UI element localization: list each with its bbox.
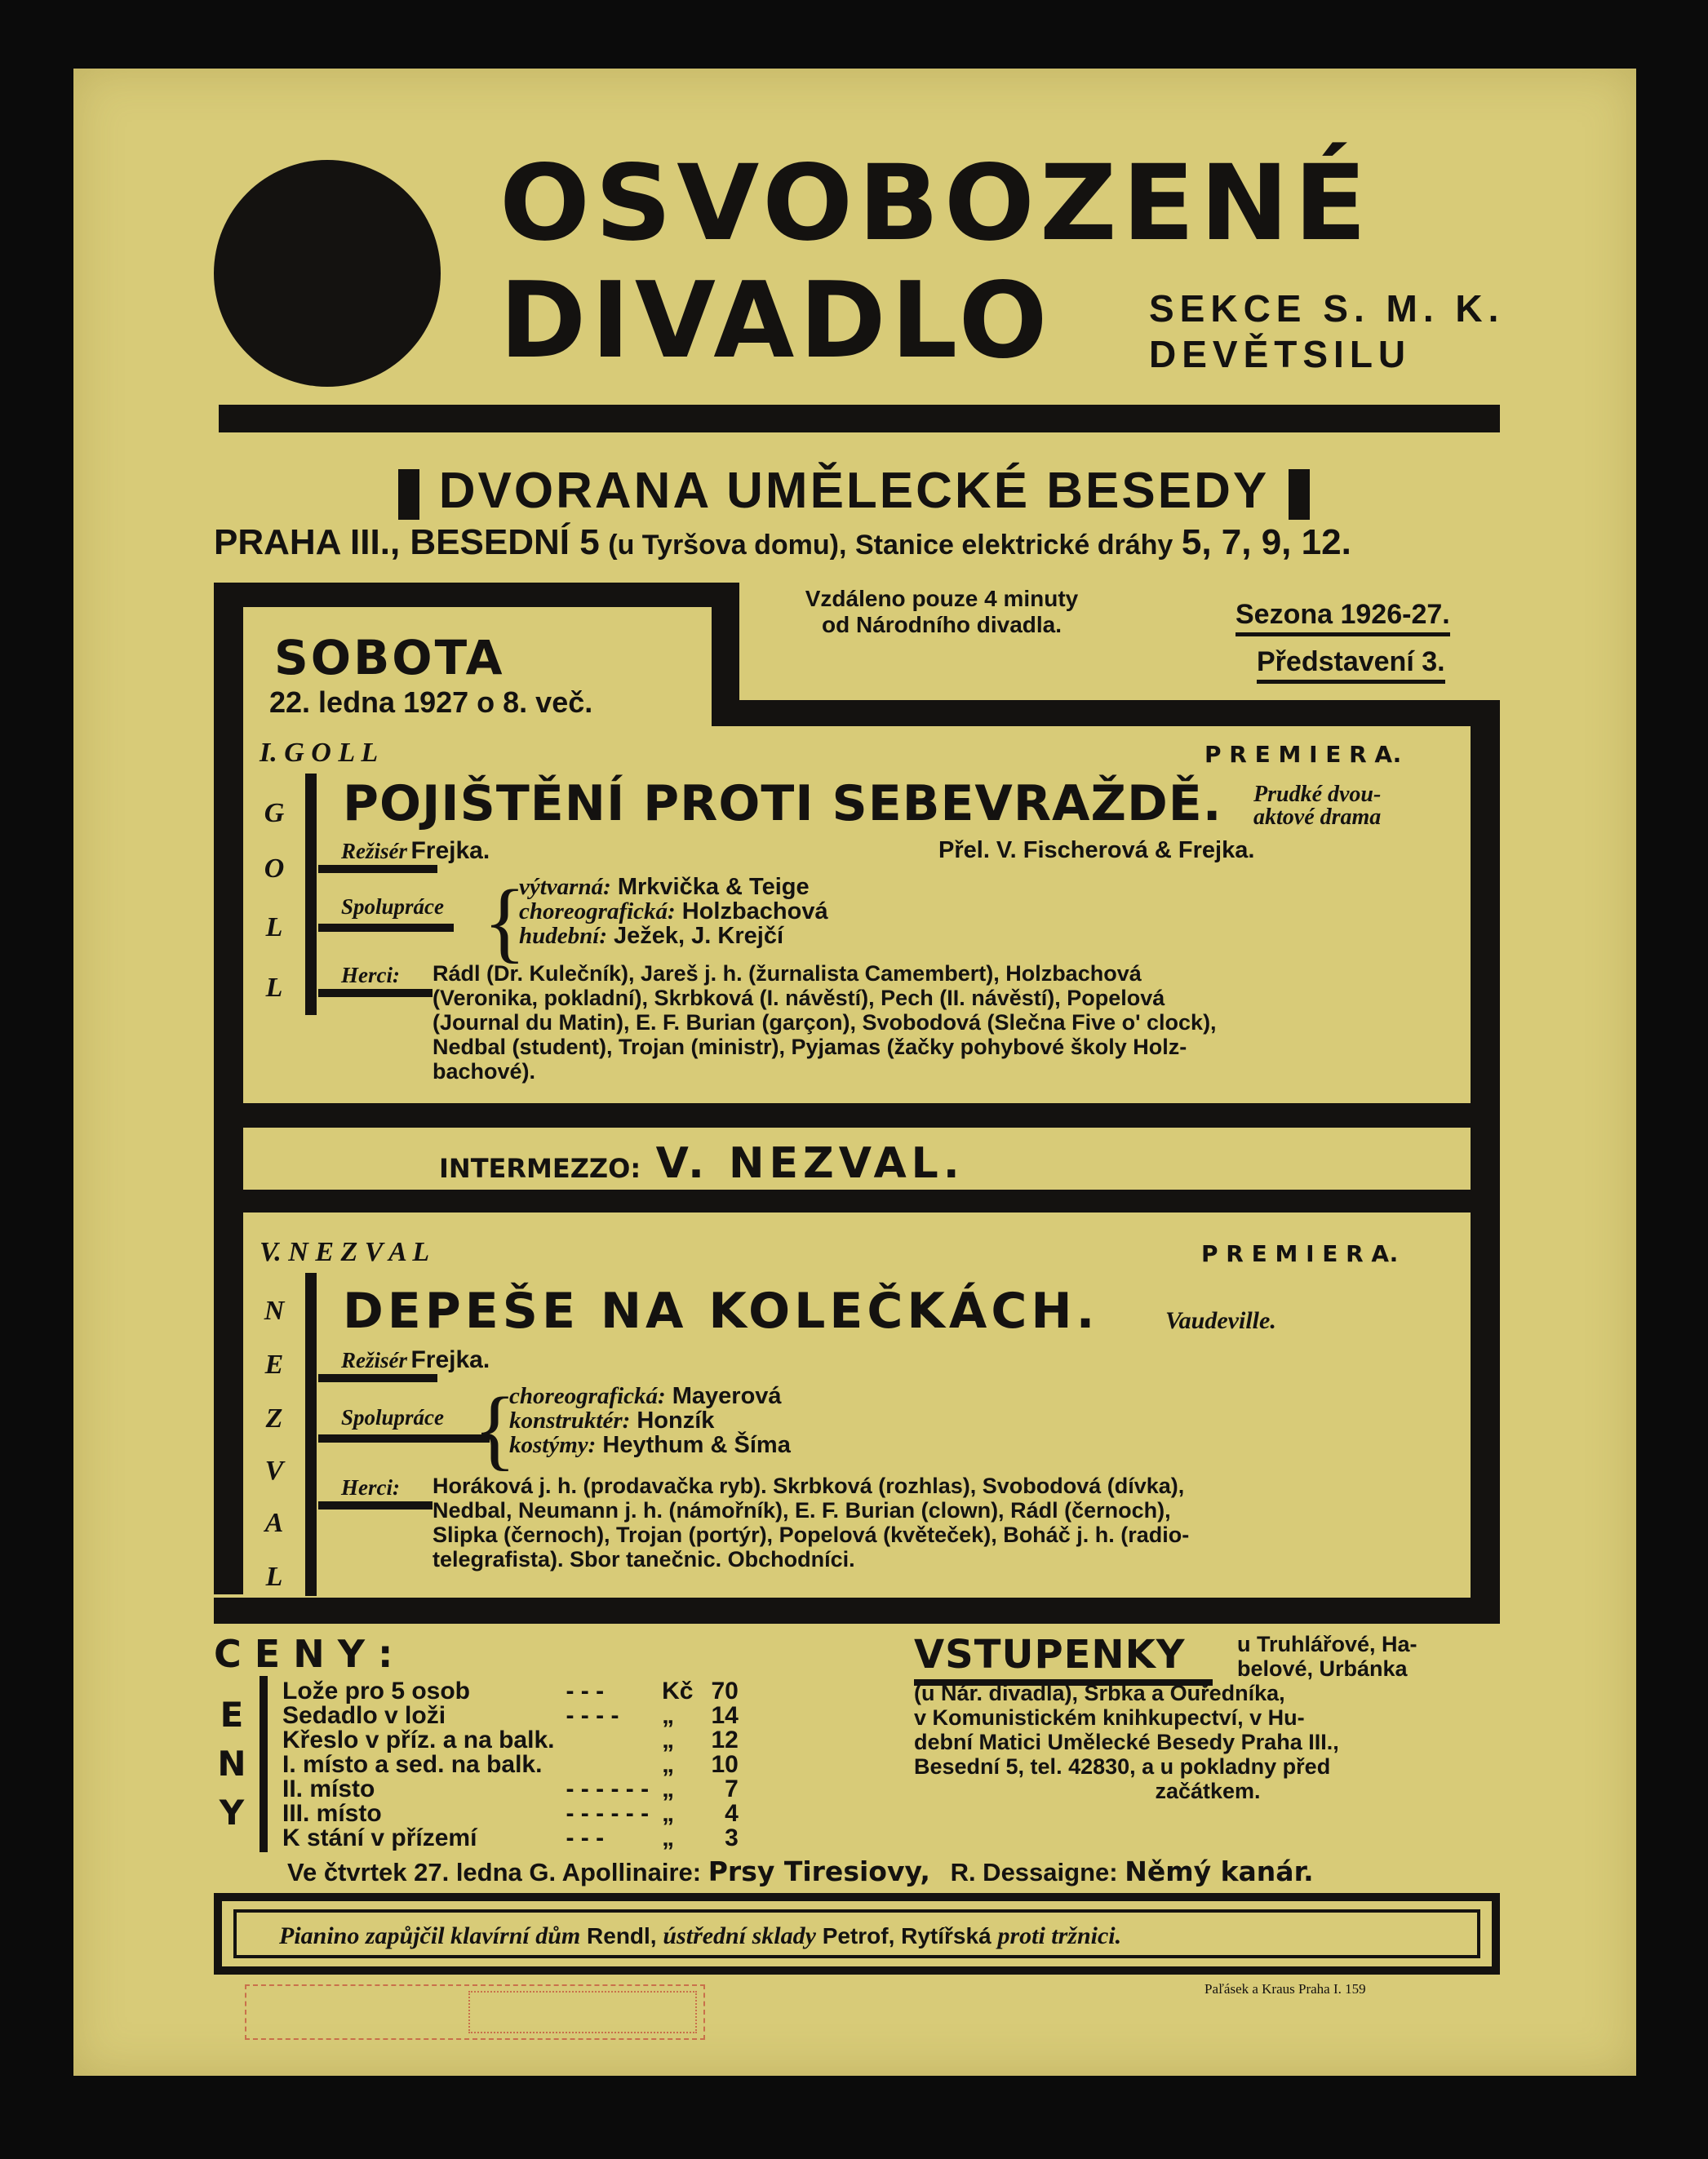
prices-letter: N	[217, 1744, 246, 1784]
price-value: 12	[711, 1727, 739, 1753]
play2-premiere: P R E M I E R A.	[1201, 1240, 1399, 1267]
intermezzo-name: V. NEZVAL.	[655, 1139, 965, 1188]
address-note: (u Tyršova domu),	[608, 530, 847, 561]
price-item: I. místo a sed. na balk.	[282, 1751, 543, 1778]
play1-bottom-rule	[243, 1103, 1471, 1128]
tickets-line: (u Nár. divadla), Šrbka a Ouředníka,	[914, 1681, 1285, 1705]
piano-text	[279, 1922, 1121, 1950]
title-line-2: DIVADLO	[499, 260, 1053, 382]
printer-imprint: Paľásek a Kraus Praha I. 159	[1204, 1981, 1366, 1997]
price-dots: - - - -	[566, 1702, 619, 1729]
tickets-line: u Truhlářové, Ha-	[1237, 1632, 1417, 1656]
prices-letter: Y	[219, 1793, 245, 1833]
tickets-line: v Komunistickém knihkupectví, v Hu-	[914, 1705, 1305, 1730]
distance-note	[762, 586, 1121, 638]
play2-collab-label: Spolupráce	[341, 1405, 445, 1430]
price-currency: „	[662, 1702, 675, 1729]
price-dots	[554, 1728, 649, 1753]
director-underline	[318, 1374, 437, 1382]
collab-row	[509, 1433, 791, 1457]
event-day: SOBOTA	[274, 630, 505, 685]
play2-author-letter: E	[264, 1350, 284, 1380]
piano-a: Pianino zapůjčil klavírní dům	[279, 1922, 581, 1949]
distance-line-2: od Národního divadla.	[821, 612, 1062, 637]
price-table	[282, 1679, 739, 1851]
venue-bar-right	[1289, 469, 1310, 520]
cast-line: Nedbal (student), Trojan (ministr), Pyjamas (žačky pohybové školy Holz-	[433, 1035, 1187, 1059]
cast-line: bachové).	[433, 1059, 536, 1084]
price-currency: Kč	[662, 1678, 694, 1705]
price-item: Křeslo v příz. a na balk.	[282, 1727, 555, 1753]
play1-author-letter: L	[265, 973, 283, 1003]
price-dots: - - - - - -	[566, 1800, 650, 1827]
collab-role: hudební:	[519, 923, 607, 949]
cast-line: telegrafista). Sbor tanečnic. Obchodníci.	[433, 1547, 855, 1572]
tickets-line: dební Matici Umělecké Besedy Praha III.,	[914, 1730, 1339, 1754]
price-row	[282, 1728, 739, 1753]
performance-number: Představení 3.	[1257, 646, 1445, 684]
play2-author: V. N E Z V A L	[260, 1237, 430, 1267]
play2-author-letter: Z	[265, 1403, 283, 1434]
play2-title: DEPEŠE NA KOLEČKÁCH.	[343, 1283, 1099, 1340]
collab-names: Mrkvička & Teige	[617, 874, 810, 900]
play2-collab-list	[509, 1384, 791, 1457]
price-value: 3	[725, 1824, 739, 1851]
cast-line: Slipka (černoch), Trojan (portýr), Popelová (květeček), Boháč j. h. (radio-	[433, 1523, 1190, 1547]
prices-vertical	[214, 1691, 250, 1838]
translation-text: Přel. V. Fischerová & Frejka.	[938, 837, 1255, 863]
collab-row	[509, 1408, 791, 1433]
cast-underline	[318, 1501, 433, 1510]
section-line-1: SEKCE S. M. K.	[1149, 287, 1505, 330]
price-dots: - - -	[566, 1678, 605, 1705]
next-show-mid: R. Dessaigne:	[950, 1858, 1118, 1886]
play1-premiere: P R E M I E R A.	[1204, 741, 1402, 768]
collab-role: výtvarná:	[519, 874, 611, 900]
play1-cast-label: Herci:	[341, 963, 400, 987]
price-item: K stání v přízemí	[282, 1824, 477, 1851]
collab-underline	[318, 1434, 490, 1443]
play2-author-letter: L	[265, 1562, 283, 1592]
play2-genre: Vaudeville.	[1165, 1307, 1276, 1334]
play1-title: POJIŠTĚNÍ PROTI SEBEVRAŽDĚ.	[343, 775, 1222, 832]
collab-role: konstruktér:	[509, 1408, 631, 1434]
season-label: Sezona 1926-27.	[1236, 599, 1450, 636]
prices-heading: C E N Y :	[214, 1632, 393, 1676]
tickets-heading: VSTUPENKY	[914, 1632, 1186, 1678]
director-name: Frejka.	[410, 1346, 490, 1373]
price-value: 10	[711, 1751, 739, 1778]
prices-rule	[260, 1676, 268, 1852]
play2-top-rule	[243, 1190, 1500, 1212]
play1-director-row	[341, 837, 490, 865]
collab-names: Holzbachová	[681, 898, 828, 924]
upper-frame-right	[1471, 700, 1500, 1598]
venue-bar-left	[398, 469, 419, 520]
price-currency: „	[662, 1727, 675, 1753]
director-label: Režisér	[341, 1348, 407, 1372]
address-tram-lines: 5, 7, 9, 12.	[1181, 522, 1351, 562]
play1-author-letter: G	[264, 798, 285, 828]
collab-names: Mayerová	[672, 1383, 782, 1409]
play1-genre	[1253, 783, 1381, 829]
price-item: Sedadlo v loži	[282, 1702, 446, 1729]
prices-letter: E	[220, 1695, 244, 1735]
upper-frame-top	[712, 700, 1500, 726]
cast-line: Nedbal, Neumann j. h. (námořník), E. F. Burian (clown), Rádl (černoch),	[433, 1498, 1171, 1523]
address-city: PRAHA III., BESEDNÍ 5	[214, 522, 600, 562]
play1-vertical-rule	[305, 774, 317, 1015]
price-item: Lože pro 5 osob	[282, 1678, 471, 1705]
date-frame-left	[214, 583, 243, 1594]
director-name: Frejka.	[410, 837, 490, 864]
piano-c: ústřední sklady	[663, 1922, 816, 1949]
collab-row	[519, 899, 828, 924]
section-label	[1149, 286, 1504, 377]
venue-name: DVORANA UMĚLECKÉ BESEDY	[438, 463, 1270, 519]
cast-line: Horáková j. h. (prodavačka ryb). Skrbková (rozhlas), Svobodová (dívka),	[433, 1474, 1185, 1498]
play1-collab-brace: {	[483, 871, 526, 971]
collab-role: kostýmy:	[509, 1432, 597, 1458]
price-row	[282, 1826, 739, 1851]
price-row	[282, 1777, 739, 1802]
tickets-text	[914, 1632, 1502, 1803]
price-value: 70	[711, 1678, 739, 1705]
tickets-line: belové, Urbánka	[1237, 1656, 1408, 1681]
play2-cast	[433, 1474, 1444, 1572]
price-currency: „	[662, 1800, 675, 1827]
collab-role: choreografická:	[519, 898, 676, 924]
price-row	[282, 1679, 739, 1704]
event-date: 22. ledna 1927 o 8. več.	[269, 685, 593, 719]
next-show	[287, 1855, 1314, 1887]
play2-collab-brace: {	[473, 1379, 517, 1478]
price-value: 4	[725, 1800, 739, 1827]
price-value: 14	[711, 1702, 739, 1729]
cast-underline	[318, 989, 433, 997]
play1-collab-list	[519, 875, 828, 948]
price-currency: „	[662, 1776, 675, 1802]
intermezzo-row	[439, 1139, 965, 1188]
section-line-2: DEVĚTSILU	[1149, 333, 1412, 375]
piano-b: Rendl,	[587, 1923, 657, 1948]
play1-translation	[938, 837, 1254, 864]
collab-underline	[318, 924, 454, 932]
piano-d: Petrof, Rytířská	[822, 1923, 992, 1948]
cast-line: Rádl (Dr. Kulečník), Jareš j. h. (žurnalista Camembert), Holzbachová	[433, 961, 1142, 986]
venue-name-row	[0, 462, 1708, 520]
faded-stamp	[468, 1991, 697, 2033]
address-tram: Stanice elektrické dráhy	[854, 530, 1173, 561]
play1-author-letter: O	[264, 853, 285, 884]
price-dots: - - -	[566, 1824, 605, 1851]
price-dots: - - - - - -	[566, 1776, 650, 1802]
play2-cast-label: Herci:	[341, 1475, 400, 1500]
price-item: II. místo	[282, 1776, 375, 1802]
director-label: Režisér	[341, 839, 407, 863]
play1-cast	[433, 961, 1444, 1084]
tickets-line: Besední 5, tel. 42830, a u pokladny před	[914, 1754, 1331, 1779]
title-line-1: OSVOBOZENÉ	[499, 143, 1372, 264]
date-frame-top	[214, 583, 739, 607]
price-dots	[554, 1753, 649, 1777]
play1-collab-label: Spolupráce	[341, 894, 445, 919]
play2-vertical-rule	[305, 1273, 317, 1596]
collab-names: Ježek, J. Krejčí	[614, 923, 784, 949]
collab-names: Honzík	[637, 1408, 715, 1434]
collab-role: choreografická:	[509, 1383, 666, 1409]
piano-box	[214, 1893, 1500, 1975]
collab-row	[519, 924, 828, 948]
distance-line-1: Vzdáleno pouze 4 minuty	[805, 586, 1079, 611]
price-currency: „	[662, 1824, 675, 1851]
collab-row	[519, 875, 828, 899]
black-disc	[214, 160, 441, 387]
cast-line: (Journal du Matin), E. F. Burian (garçon), Svobodová (Slečna Five o' clock),	[433, 1010, 1217, 1035]
price-row	[282, 1753, 739, 1777]
piano-e: proti tržnici.	[997, 1922, 1122, 1949]
play2-author-letter: A	[264, 1508, 284, 1538]
price-item: III. místo	[282, 1800, 382, 1827]
play1-author: I. G O L L	[260, 738, 379, 768]
play2-author-letter: N	[264, 1296, 285, 1326]
collab-names: Heythum & Šíma	[602, 1432, 791, 1458]
lower-frame-bottom	[214, 1598, 1500, 1624]
next-show-play-b: Němý kanár.	[1125, 1855, 1314, 1887]
play2-director-row	[341, 1346, 490, 1374]
next-show-lead: Ve čtvrtek 27. ledna G. Apollinaire:	[287, 1858, 702, 1886]
price-currency: „	[662, 1751, 675, 1778]
header-rule	[219, 405, 1500, 432]
play2-author-letter: V	[264, 1456, 284, 1486]
price-row	[282, 1802, 739, 1826]
cast-line: (Veronika, pokladní), Skrbková (I. návěstí), Pech (II. návěstí), Popelová	[433, 986, 1165, 1010]
play1-genre-line-2: aktové drama	[1253, 805, 1382, 830]
collab-row	[509, 1384, 791, 1408]
tickets-line: začátkem.	[1155, 1779, 1261, 1803]
play1-genre-line-1: Prudké dvou-	[1253, 782, 1382, 807]
intermezzo-label: INTERMEZZO:	[439, 1153, 641, 1184]
director-underline	[318, 865, 437, 873]
price-row	[282, 1704, 739, 1728]
next-show-play-a: Prsy Tiresiovy,	[708, 1855, 930, 1887]
play1-author-letter: L	[265, 912, 283, 942]
venue-address	[214, 522, 1351, 563]
price-value: 7	[725, 1776, 739, 1802]
